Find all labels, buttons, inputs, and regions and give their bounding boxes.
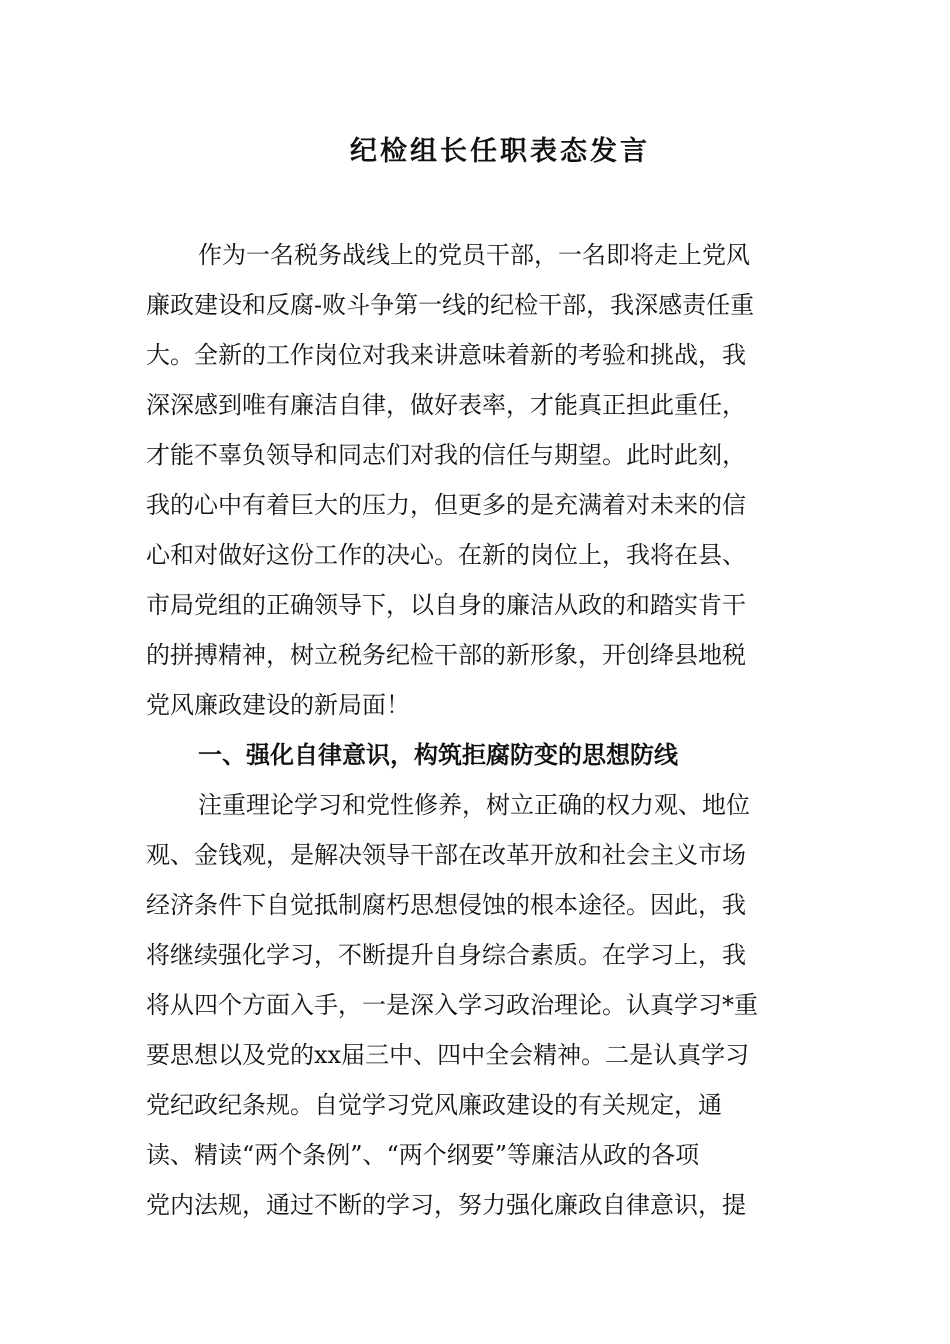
- paragraph-line: 作为一名税务战线上的党员干部，一名即将走上党风: [198, 241, 750, 269]
- paragraph-line: 才能不辜负领导和同志们对我的信任与期望。此时此刻，: [146, 441, 746, 469]
- paragraph-line: 我的心中有着巨大的压力，但更多的是充满着对未来的信: [146, 491, 746, 519]
- paragraph-line: 注重理论学习和党性修养，树立正确的权力观、地位: [198, 791, 750, 819]
- paragraph-line: 党风廉政建设的新局面！: [146, 691, 410, 719]
- paragraph-line: 廉政建设和反腐-败斗争第一线的纪检干部，我深感责任重: [146, 291, 755, 319]
- document-title: 纪检组长任职表态发言: [350, 136, 650, 167]
- paragraph-line: 的拼搏精神，树立税务纪检干部的新形象，开创绛县地税: [146, 641, 746, 669]
- paragraph-line: 将继续强化学习，不断提升自身综合素质。在学习上，我: [146, 941, 746, 969]
- paragraph-line: 观、金钱观，是解决领导干部在改革开放和社会主义市场: [146, 841, 746, 869]
- paragraph-line: 读、精读“两个条例”、“两个纲要”等廉洁从政的各项: [146, 1141, 700, 1169]
- paragraph-line: 要思想以及党的xx届三中、四中全会精神。二是认真学习: [146, 1041, 750, 1069]
- paragraph-line: 深深感到唯有廉洁自律，做好表率，才能真正担此重任，: [146, 391, 746, 419]
- paragraph-line: 经济条件下自觉抵制腐朽思想侵蚀的根本途径。因此，我: [146, 891, 746, 919]
- paragraph-line: 将从四个方面入手，一是深入学习政治理论。认真学习*重: [146, 991, 758, 1019]
- paragraph-line: 党纪政纪条规。自觉学习党风廉政建设的有关规定，通: [146, 1091, 722, 1119]
- paragraph-line: 心和对做好这份工作的决心。在新的岗位上，我将在县、: [146, 541, 746, 569]
- section-heading: 一、强化自律意识，构筑拒腐防变的思想防线: [198, 740, 678, 769]
- paragraph-line: 党内法规，通过不断的学习，努力强化廉政自律意识，提: [146, 1191, 746, 1219]
- paragraph-line: 大。全新的工作岗位对我来讲意味着新的考验和挑战，我: [146, 341, 746, 369]
- paragraph-line: 市局党组的正确领导下，以自身的廉洁从政的和踏实肯干: [146, 591, 746, 619]
- document-body: [146, 230, 806, 1230]
